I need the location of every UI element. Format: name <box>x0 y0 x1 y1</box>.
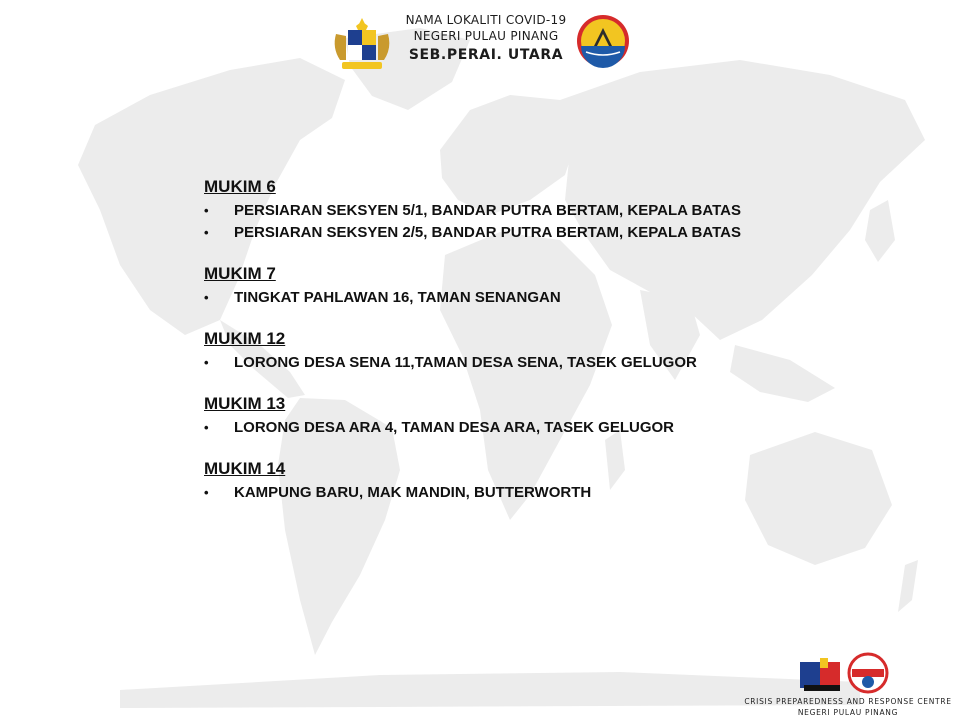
mukim-section <box>204 263 804 309</box>
mukim-title: MUKIM 13 <box>204 394 286 413</box>
locality-address: PERSIARAN SEKSYEN 5/1, BANDAR PUTRA BERTAM, KEPALA BATAS <box>234 202 741 219</box>
footer-caption <box>740 696 956 718</box>
locality-item <box>204 352 804 374</box>
header-district-name: SEB.PERAI. UTARA <box>408 47 564 63</box>
locality-address: KAMPUNG BARU, MAK MANDIN, BUTTERWORTH <box>234 484 592 501</box>
locality-address: LORONG DESA SENA 11,TAMAN DESA SENA, TASEK GELUGOR <box>234 354 697 371</box>
footer <box>740 652 956 718</box>
locality-item <box>204 287 804 309</box>
mukim-section <box>204 393 804 439</box>
mukim-title: MUKIM 6 <box>204 177 276 196</box>
locality-address: PERSIARAN SEKSYEN 2/5, BANDAR PUTRA BERTAM, KEPALA BATAS <box>234 224 741 241</box>
header-title-line2: NEGERI PULAU PINANG <box>413 29 559 43</box>
bullet-icon: • <box>204 225 209 240</box>
locality-item <box>204 417 804 439</box>
bullet-icon: • <box>204 355 209 370</box>
header-title-line1: NAMA LOKALITI COVID-19 <box>405 13 567 27</box>
bullet-icon: • <box>204 420 209 435</box>
malaysia-coat-of-arms-icon <box>330 16 394 74</box>
bullet-icon: • <box>204 290 209 305</box>
continent-new-zealand <box>898 560 918 612</box>
bullet-icon: • <box>204 203 209 218</box>
cprc-logo-icon <box>800 658 840 691</box>
locality-item <box>204 200 804 222</box>
locality-address: LORONG DESA ARA 4, TAMAN DESA ARA, TASEK GELUGOR <box>234 419 675 436</box>
footer-line1: CRISIS PREPAREDNESS AND RESPONSE CENTRE <box>744 697 952 706</box>
continent-japan <box>865 200 895 262</box>
locality-item <box>204 482 804 504</box>
locality-list <box>204 176 804 523</box>
footer-line2: NEGERI PULAU PINANG <box>797 708 899 717</box>
mukim-section <box>204 176 804 244</box>
mukim-title: MUKIM 14 <box>204 459 286 478</box>
bullet-icon: • <box>204 485 209 500</box>
mukim-title: MUKIM 12 <box>204 329 286 348</box>
header-title-block <box>398 12 574 63</box>
locality-address: TINGKAT PAHLAWAN 16, TAMAN SENANGAN <box>234 289 561 306</box>
locality-item <box>204 222 804 244</box>
mukim-section <box>204 328 804 374</box>
header <box>330 10 630 74</box>
stay-at-home-badge-icon <box>849 654 887 692</box>
footer-logos <box>796 652 896 694</box>
state-seal-icon <box>576 14 630 68</box>
mukim-section <box>204 458 804 504</box>
mukim-title: MUKIM 7 <box>204 264 276 283</box>
